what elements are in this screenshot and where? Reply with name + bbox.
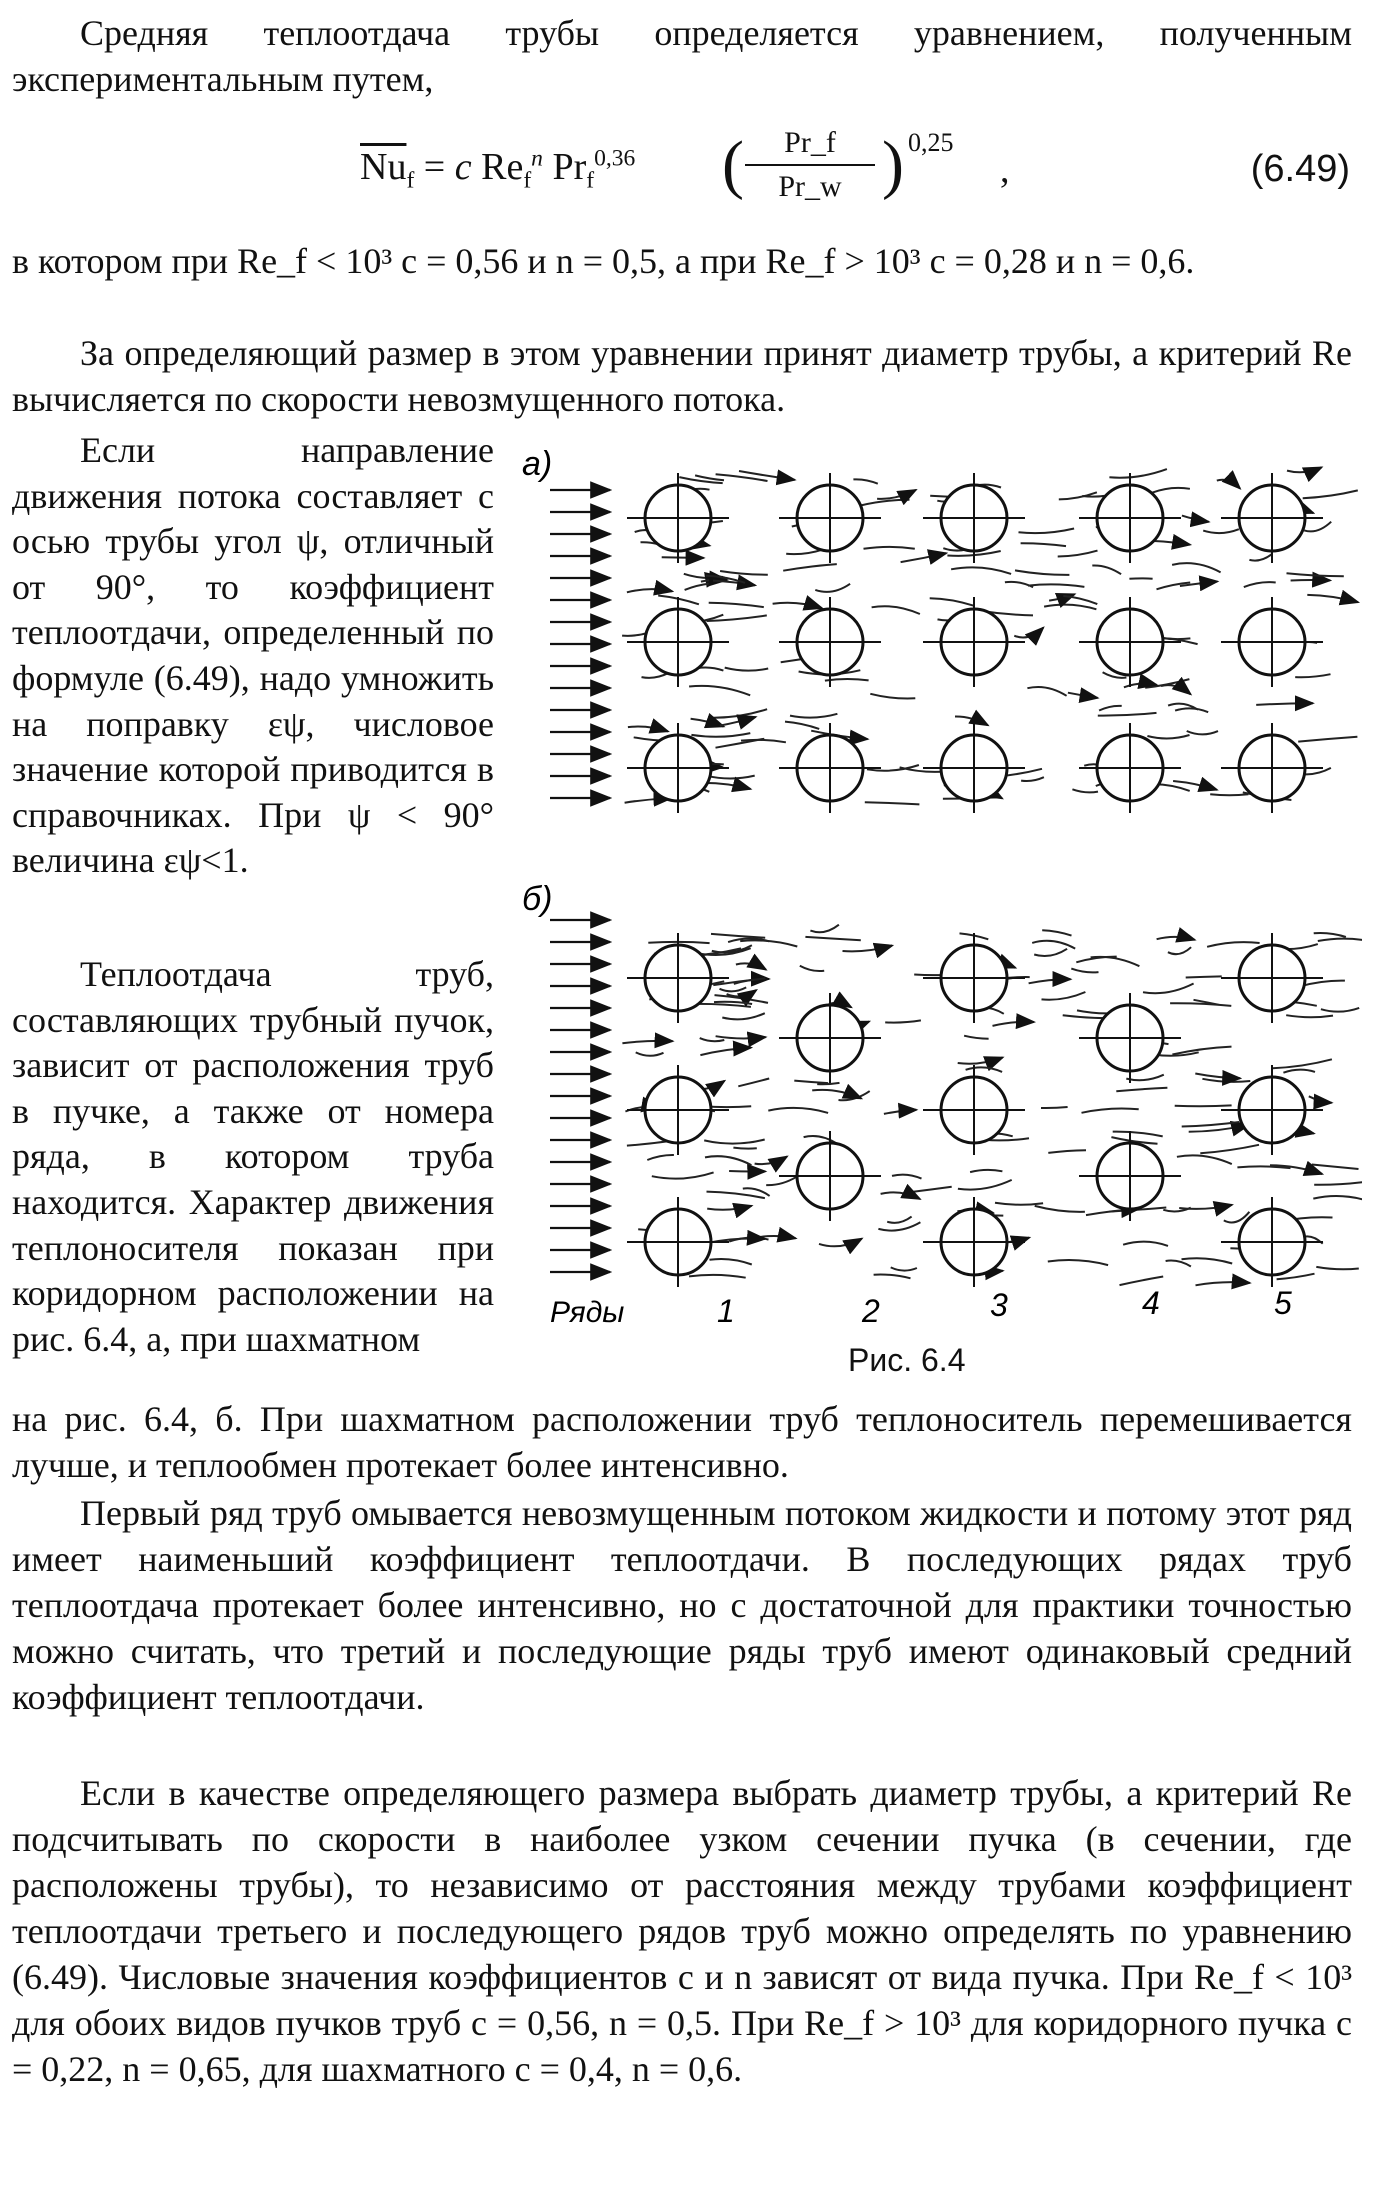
streamline <box>1015 570 1069 575</box>
streamline <box>1042 992 1086 1000</box>
equation-lhs: $\overline{Nu}_f = c$ $Re_f^n$ $Pr_f^{0,36}$ <box>360 145 636 194</box>
streamline <box>1202 1079 1250 1082</box>
streamline <box>1048 1150 1086 1153</box>
streamline <box>652 1172 714 1178</box>
streamline <box>707 1192 765 1199</box>
streamline <box>1120 1277 1164 1286</box>
streamline <box>1314 933 1346 937</box>
tube <box>1221 1197 1323 1287</box>
paragraph-after-formula: в котором при Re_f < 10³ c = 0,56 и n = 0,5, а при Re_f > 10³ c = 0,28 и n = 0,6. <box>12 241 1195 281</box>
streamline <box>722 1013 765 1019</box>
streamline <box>885 1020 921 1022</box>
streamline <box>1182 1122 1240 1127</box>
streamline <box>1028 584 1085 586</box>
streamline <box>1123 1242 1168 1246</box>
tube <box>779 723 881 813</box>
streamline <box>1072 789 1098 792</box>
streamline <box>1168 947 1191 954</box>
paragraph-tube-bundle: Теплоотдача труб, составляющих трубный пучок, зависит от расположения труб в пучке, а также от номера ряда, в котором труба находится. Характер движения теплоносителя показан при коридорном расположении на рис. 6.4, а, при шахматном <box>12 954 494 1359</box>
streamline <box>1207 942 1260 947</box>
streamline <box>881 1192 920 1199</box>
paragraph-defining-size: За определяющий размер в этом уравнении принят диаметр трубы, а критерий Re вычисляется по скорости невозмущенного потока. <box>12 333 1352 419</box>
streamline <box>1314 1182 1362 1185</box>
tube <box>1221 597 1323 687</box>
streamline <box>720 987 747 991</box>
streamline <box>689 1275 746 1278</box>
streamline <box>1177 1155 1232 1164</box>
streamline <box>951 567 1011 574</box>
streamline <box>1126 1075 1164 1081</box>
tube <box>923 597 1025 687</box>
row-number-2: 2 <box>862 1293 880 1329</box>
streamline <box>913 1187 952 1192</box>
tube <box>923 933 1025 1023</box>
streamline <box>955 716 988 725</box>
streamline <box>1182 1258 1233 1263</box>
paragraph-intro: Средняя теплоотдача трубы определяется уравнением, полученным экспериментальным путем, <box>12 13 1352 99</box>
streamline <box>958 1057 1003 1063</box>
streamline <box>1316 1267 1359 1269</box>
streamline <box>800 966 824 971</box>
streamline <box>1203 529 1239 533</box>
streamline <box>815 584 850 592</box>
streamline <box>887 1217 911 1223</box>
streamline <box>1170 1003 1231 1006</box>
streamline <box>702 1081 725 1089</box>
streamline <box>1027 687 1066 696</box>
streamline <box>766 1177 797 1185</box>
streamline <box>706 776 755 779</box>
streamline <box>733 1148 756 1149</box>
tube <box>779 993 881 1083</box>
streamline <box>1147 735 1189 738</box>
streamline <box>1099 706 1122 711</box>
streamline <box>725 668 769 671</box>
streamline <box>853 479 877 483</box>
streamline <box>1035 1206 1085 1212</box>
streamline <box>700 1048 751 1056</box>
streamline <box>1309 1096 1332 1102</box>
rows-label: Ряды <box>550 1296 625 1329</box>
streamline <box>1021 543 1066 546</box>
streamline <box>1186 976 1222 977</box>
fraction-numerator: Pr_f <box>745 126 875 166</box>
paragraph-staggered-continuation: на рис. 6.4, б. При шахматном расположении труб теплоноситель перемешивается лучше, и теплообмен протекает более интенсивно. <box>12 1399 1352 1485</box>
streamline <box>1304 522 1331 532</box>
streamline <box>729 1171 765 1172</box>
streamline <box>711 934 765 938</box>
streamline <box>964 1036 989 1039</box>
streamline <box>707 1206 751 1210</box>
figure-caption: Рис. 6.4 <box>848 1342 966 1378</box>
streamline <box>1068 693 1098 698</box>
streamline <box>864 547 915 549</box>
left-paren: ( <box>722 128 744 201</box>
streamline <box>1187 731 1218 734</box>
ratio-exponent: 0,25 <box>908 128 954 157</box>
streamline <box>716 1036 766 1038</box>
streamline <box>1244 582 1276 587</box>
tube <box>1079 993 1181 1083</box>
streamline <box>1172 563 1221 572</box>
streamline <box>1116 1088 1167 1092</box>
streamline <box>1042 930 1071 935</box>
streamline <box>1029 979 1071 983</box>
streamline <box>685 584 710 590</box>
streamline <box>901 553 947 562</box>
streamline <box>1196 1282 1250 1285</box>
streamline <box>700 1038 725 1041</box>
streamline <box>1210 794 1248 795</box>
streamline <box>710 1259 752 1265</box>
streamline <box>1175 708 1208 712</box>
streamline <box>689 686 750 695</box>
streamline <box>711 709 767 718</box>
tube <box>1079 597 1181 687</box>
streamline <box>1256 703 1313 705</box>
tube <box>627 1197 729 1287</box>
streamline <box>874 1274 911 1278</box>
streamline <box>891 1267 917 1270</box>
streamline <box>1021 777 1044 781</box>
streamline <box>1273 1059 1332 1068</box>
equation-6-49 <box>360 120 1350 220</box>
streamline <box>1032 941 1075 949</box>
streamline <box>647 1155 674 1160</box>
streamline <box>709 603 764 607</box>
streamline <box>1058 551 1098 557</box>
streamline <box>878 1222 920 1230</box>
tube <box>627 933 729 1023</box>
streamline <box>865 802 920 804</box>
streamline <box>1307 595 1358 602</box>
tube <box>923 1065 1025 1155</box>
streamline <box>843 946 893 952</box>
streamline <box>819 1239 862 1247</box>
streamline <box>1286 1015 1333 1017</box>
right-paren: ) <box>882 128 904 201</box>
streamline <box>1166 1261 1191 1267</box>
streamline <box>713 581 755 586</box>
streamline <box>1182 516 1209 522</box>
row-number-3: 3 <box>990 1287 1008 1323</box>
streamline <box>720 571 768 575</box>
streamline <box>1071 969 1098 973</box>
streamline <box>805 937 860 940</box>
streamline <box>716 739 765 748</box>
streamline <box>785 722 819 729</box>
streamline <box>884 1110 917 1114</box>
streamline <box>1143 984 1194 994</box>
streamline <box>1179 1205 1232 1209</box>
streamline <box>705 1156 751 1165</box>
row-number-1: 1 <box>717 1293 735 1329</box>
streamline <box>1300 981 1345 987</box>
streamline <box>1175 1105 1232 1106</box>
streamline <box>1044 605 1096 610</box>
streamline <box>1019 529 1075 534</box>
streamline <box>995 1203 1043 1205</box>
row-number-4: 4 <box>1142 1285 1160 1321</box>
streamline <box>738 1079 769 1087</box>
paragraph-angle-correction: Если направление движения потока составляет с осью трубы угол ψ, отличный от 90°, то коэффициент теплоотдачи, определенный по формуле (6.49), надо умножить на поправку εψ, числовое значение которой приводится в справочниках. При ψ < 90° величина εψ<1. <box>12 430 494 881</box>
streamline <box>993 1022 1035 1026</box>
streamline <box>794 1081 828 1084</box>
streamline <box>622 1041 672 1043</box>
equation-comma: , <box>1000 149 1010 191</box>
streamline <box>1014 628 1043 638</box>
streamline <box>1298 737 1357 742</box>
streamline <box>712 945 752 952</box>
streamline <box>1157 937 1195 940</box>
tube <box>1079 473 1181 563</box>
streamline <box>825 679 869 681</box>
streamline <box>1041 1107 1068 1108</box>
row-number-5: 5 <box>1274 1285 1292 1321</box>
streamline <box>966 1067 1003 1072</box>
streamline <box>812 1090 861 1099</box>
streamline <box>773 603 822 608</box>
streamline <box>662 557 704 558</box>
streamline <box>1303 490 1358 498</box>
tube <box>627 597 729 687</box>
tube <box>923 723 1025 813</box>
streamline <box>1195 1074 1240 1079</box>
streamline <box>1295 674 1330 677</box>
streamline <box>1321 1008 1359 1012</box>
tube-cross-sections <box>627 473 1323 1287</box>
streamline <box>970 1170 1002 1172</box>
tube <box>923 473 1025 563</box>
tube <box>779 1131 881 1221</box>
streamline <box>1098 713 1157 716</box>
streamline <box>872 606 920 614</box>
streamline <box>1318 939 1362 942</box>
streamline <box>736 963 766 969</box>
streamline <box>1237 1166 1290 1168</box>
streamline <box>1200 1145 1259 1154</box>
streamline <box>870 694 915 699</box>
fraction-denominator: Pr_w <box>778 170 842 203</box>
streamline <box>1109 469 1167 478</box>
streamline <box>1048 1260 1108 1265</box>
streamline <box>1172 1047 1231 1055</box>
streamline <box>636 1052 664 1055</box>
tube <box>627 473 729 563</box>
streamline <box>755 1157 787 1165</box>
streamline <box>790 714 837 718</box>
streamline <box>877 490 916 499</box>
streamline <box>1063 596 1097 604</box>
streamline <box>1034 949 1067 956</box>
streamline <box>1161 685 1191 694</box>
streamline <box>1312 1165 1359 1170</box>
streamline <box>698 1004 751 1007</box>
streamline <box>1287 467 1322 472</box>
streamline <box>691 719 724 727</box>
tube <box>923 1197 1025 1287</box>
tube <box>779 597 881 687</box>
streamline <box>860 500 910 506</box>
streamline <box>627 589 672 592</box>
streamline <box>1092 565 1121 574</box>
paragraph-first-row: Первый ряд труб омывается невозмущенным потоком жидкости и потому этот ряд имеет наименьший коэффициент теплоотдачи. В последующих рядах труб теплоотдача протекает более интенсивно, но с достаточной для практики точностью можно считать, что третий и последующие ряды труб имеют одинаковый средний коэффициент теплоотдачи. <box>12 1493 1352 1717</box>
prandtl-ratio <box>745 126 875 204</box>
tube <box>779 473 881 563</box>
streamline <box>1152 488 1190 493</box>
streamline <box>1283 1070 1315 1073</box>
tube <box>1079 723 1181 813</box>
streamline <box>1154 541 1190 545</box>
streamline <box>930 598 974 605</box>
streamline <box>768 1108 828 1113</box>
equation-number: (6.49) <box>1250 148 1350 190</box>
streamline <box>958 1180 1012 1190</box>
streamline <box>740 940 797 946</box>
tube <box>1221 723 1323 813</box>
streamline <box>1113 1132 1163 1137</box>
streamline <box>1287 573 1344 576</box>
label-staggered-arrangement: б) <box>522 880 553 918</box>
streamline <box>1217 480 1240 489</box>
streamline <box>1082 1109 1139 1113</box>
figure-6-4 <box>522 430 1362 1390</box>
streamline <box>695 475 724 480</box>
streamline <box>628 727 668 732</box>
streamline <box>892 1175 922 1179</box>
tube-bundle-flow-diagram <box>522 430 1362 1390</box>
streamline <box>1249 554 1272 561</box>
streamline <box>1313 1196 1362 1202</box>
streamline <box>704 1140 765 1144</box>
streamline <box>691 733 750 737</box>
streamline <box>783 564 837 571</box>
streamline <box>810 925 839 933</box>
inlet-flow-arrows <box>550 490 610 1272</box>
paragraph-coefficients: Если в качестве определяющего размера выбрать диаметр трубы, а критерий Re подсчитывать по скорости в наиболее узком сечении пучка (в сечении, где расположены трубы), то независимо от расстояния между трубами коэффициент теплоотдачи третьего и последующего рядов труб можно определять по уравнению (6.49). Числовые значения коэффициентов c и n зависят от вида пучка. При Re_f < 10³ для обоих видов пучков труб c = 0,56, n = 0,5. При Re_f > 10³ для коридорного пучка c = 0,22, n = 0,65, для шахматного c = 0,4, n = 0,6. <box>12 1773 1352 2089</box>
label-inline-arrangement: а) <box>522 445 553 483</box>
